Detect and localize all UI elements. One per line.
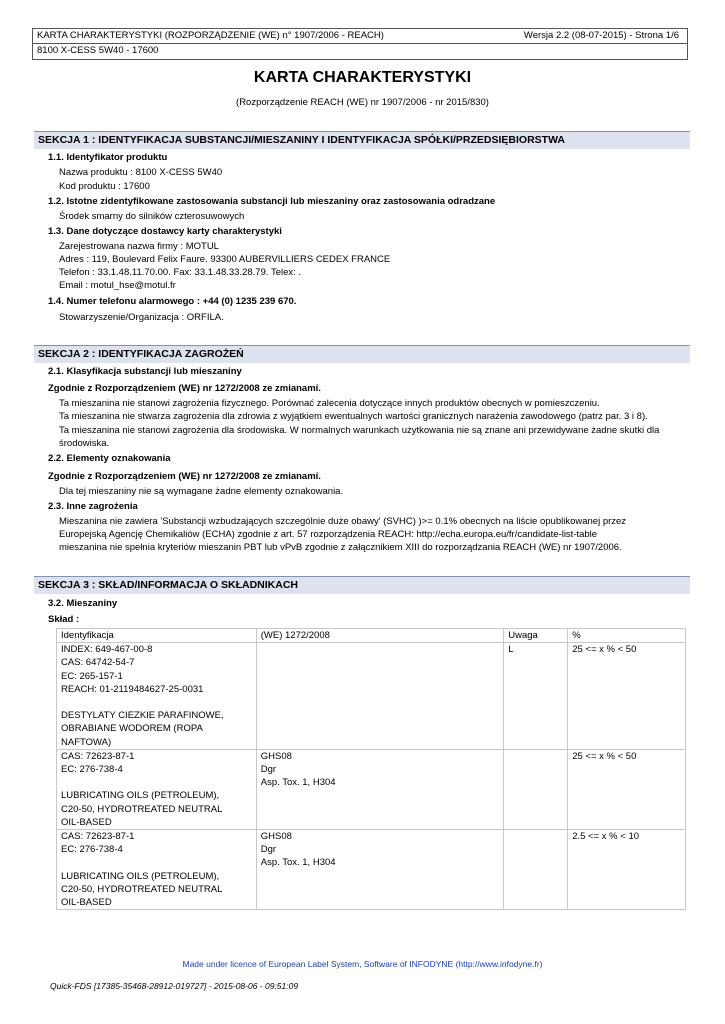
regulation-note-1: Zgodnie z Rozporządzeniem (WE) nr 1272/2008 ze zmianami. [48, 383, 321, 394]
cell-line: LUBRICATING OILS (PETROLEUM), [61, 870, 220, 882]
subsection-1-3: 1.3. Dane dotyczące dostawcy karty charakterystyki [48, 226, 282, 237]
cell-percent [568, 749, 686, 829]
other-hazards-line-3: mieszanina nie spełnia kryteriów mieszanin PBT lub vPvB zgodnie z załącznikiem XIII do rozporządzania REACH (WE) nr 1907/2006. [59, 542, 622, 553]
licence-footer: Made under licence of European Label System, Software of INFODYNE (http://www.infodyne.fr) [182, 959, 543, 969]
table-header-row [57, 629, 686, 643]
subsection-2-2: 2.2. Elementy oznakowania [48, 453, 171, 464]
cell-line: Dgr [260, 844, 277, 856]
product-name: Nazwa produktu : 8100 X-CESS 5W40 [59, 167, 223, 178]
cell-line: DESTYLATY CIEZKIE PARAFINOWE, [61, 710, 224, 722]
cell-percent [568, 830, 686, 910]
cell-line: 2.5 <= x % < 10 [572, 831, 640, 843]
cell-line: Dgr [260, 764, 277, 776]
doc-reference: KARTA CHARAKTERYSTYKI (ROZPORZĄDZENIE (WE) n° 1907/2006 - REACH) [37, 30, 384, 41]
document-header [32, 28, 688, 60]
section-1-heading: SEKCJA 1 : IDENTYFIKACJA SUBSTANCJI/MIESZANINY I IDENTYFIKACJA SPÓŁKI/PRZEDSIĘBIORSTWA [34, 131, 690, 149]
cell-line: OIL-BASED [61, 897, 112, 909]
cell-identification [57, 643, 257, 750]
product-use: Środek smarny do silników czterosuwowych [59, 211, 245, 222]
composition-label: Skład : [48, 614, 80, 625]
cell-line [61, 696, 252, 709]
cell-line: OBRABIANE WODOREM (ROPA [61, 723, 203, 735]
cell-identification [57, 830, 257, 910]
cell-note [504, 643, 568, 750]
regulation-note-2: Zgodnie z Rozporządzeniem (WE) nr 1272/2008 ze zmianami. [48, 471, 321, 482]
cell-line: CAS: 72623-87-1 [61, 750, 135, 762]
cell-line: EC: 276-738-4 [61, 764, 123, 776]
section-3-heading: SEKCJA 3 : SKŁAD/INFORMACJA O SKŁADNIKACH [34, 576, 690, 594]
company-email[interactable]: Email : motul_hse@motul.fr [59, 280, 176, 291]
page-title: KARTA CHARAKTERYSTYKI [253, 69, 472, 86]
generation-stamp: Quick-FDS [17385-35468-28912-019727] - 2015-08-06 - 09:51:09 [50, 981, 299, 991]
cell-line: GHS08 [260, 831, 292, 843]
cell-line [61, 856, 252, 869]
company-name: Zarejestrowana nazwa firmy : MOTUL [59, 241, 219, 252]
cell-line: 25 <= x % < 50 [572, 750, 637, 762]
subsection-2-1: 2.1. Klasyfikacja substancji lub mieszaniny [48, 366, 242, 377]
version-page: Wersja 2.2 (08-07-2015) - Strona 1/6 [523, 30, 679, 41]
hazard-health: Ta mieszanina nie stwarza zagrożenia dla zdrowia z wyjątkiem ewentualnych wartości granicznych narażenia zawodowego (patrz par. 3 i 8). [59, 411, 648, 422]
other-hazards-line-2: Europejską Agencję Chemikaliów (ECHA) zgodnie z art. 57 rozporządzenia REACH: http://echa.europa.eu/fr/candidate-list-table [59, 529, 598, 540]
cell-line: Asp. Tox. 1, H304 [260, 777, 336, 789]
cell-line: Asp. Tox. 1, H304 [260, 857, 336, 869]
subsection-1-2: 1.2. Istotne zidentyfikowane zastosowania substancji lub mieszaniny oraz zastosowania odradzane [48, 196, 496, 207]
section-2-heading: SEKCJA 2 : IDENTYFIKACJA ZAGROŻEŃ [34, 345, 690, 363]
company-phone: Telefon : 33.1.48.11.70.00. Fax: 33.1.48.33.28.79. Telex: . [59, 267, 302, 278]
table-row [57, 830, 686, 910]
cell-line: GHS08 [260, 750, 292, 762]
cell-line: CAS: 64742-54-7 [61, 657, 135, 669]
company-address: Adres : 119, Boulevard Felix Faure. 93300 AUBERVILLIERS CEDEX FRANCE [59, 254, 391, 265]
subsection-2-3: 2.3. Inne zagrożenia [48, 501, 138, 512]
hazard-environment: Ta mieszanina nie stanowi zagrożenia dla środowiska. W normalnych warunkach użytkowania nie są znane ani przewidywane żadne skutki dla [59, 425, 660, 436]
cell-line: EC: 276-738-4 [61, 844, 123, 856]
cell-note [504, 830, 568, 910]
product-code: Kod produktu : 17600 [59, 181, 150, 192]
cell-line [61, 776, 252, 789]
table-row [57, 643, 686, 750]
page-subtitle: (Rozporządzenie REACH (WE) nr 1907/2006 - nr 2015/830) [236, 97, 489, 108]
hazard-physical: Ta mieszanina nie stanowi zagrożenia fizycznego. Porównać zalecenia dotyczące innych produktów obecnych w pomieszczeniu. [59, 398, 600, 409]
subsection-1-1: 1.1. Identyfikator produktu [48, 152, 168, 163]
hazard-environment-cont: środowiska. [59, 438, 110, 449]
col-header-percent: % [568, 629, 686, 643]
cell-line: OIL-BASED [61, 816, 112, 828]
cell-line: INDEX: 649-467-00-8 [61, 644, 153, 656]
cell-line: C20-50, HYDROTREATED NEUTRAL [61, 803, 223, 815]
composition-table [56, 628, 686, 910]
label-elements-text: Dla tej mieszaniny nie są wymagane żadne elementy oznakowania. [59, 486, 344, 497]
col-header-classification: (WE) 1272/2008 [256, 629, 504, 643]
cell-percent [568, 643, 686, 750]
cell-note [504, 749, 568, 829]
cell-line: C20-50, HYDROTREATED NEUTRAL [61, 883, 223, 895]
other-hazards-line-1: Mieszanina nie zawiera 'Substancji wzbudzających szczególnie duże obawy' (SVHC) )>= 0.1% obecnych na liście opublikowanej przez [59, 516, 627, 527]
cell-line: REACH: 01-2119484627-25-0031 [61, 683, 204, 695]
cell-classification [256, 643, 504, 750]
cell-line: CAS: 72623-87-1 [61, 831, 135, 843]
emergency-organization: Stowarzyszenie/Organizacja : ORFILA. [59, 312, 224, 323]
col-header-identification: Identyfikacja [57, 629, 257, 643]
cell-line: LUBRICATING OILS (PETROLEUM), [61, 790, 220, 802]
product-reference: 8100 X-CESS 5W40 - 17600 [37, 45, 159, 56]
col-header-note: Uwaga [504, 629, 568, 643]
cell-classification [256, 749, 504, 829]
subsection-1-4: 1.4. Numer telefonu alarmowego : +44 (0) 1235 239 670. [48, 296, 297, 307]
cell-line: L [508, 644, 514, 656]
table-row [57, 749, 686, 829]
cell-line: EC: 265-157-1 [61, 670, 123, 682]
cell-line: NAFTOWA) [61, 736, 112, 748]
cell-line: 25 <= x % < 50 [572, 644, 637, 656]
subsection-3-2: 3.2. Mieszaniny [48, 598, 118, 609]
cell-identification [57, 749, 257, 829]
cell-classification [256, 830, 504, 910]
